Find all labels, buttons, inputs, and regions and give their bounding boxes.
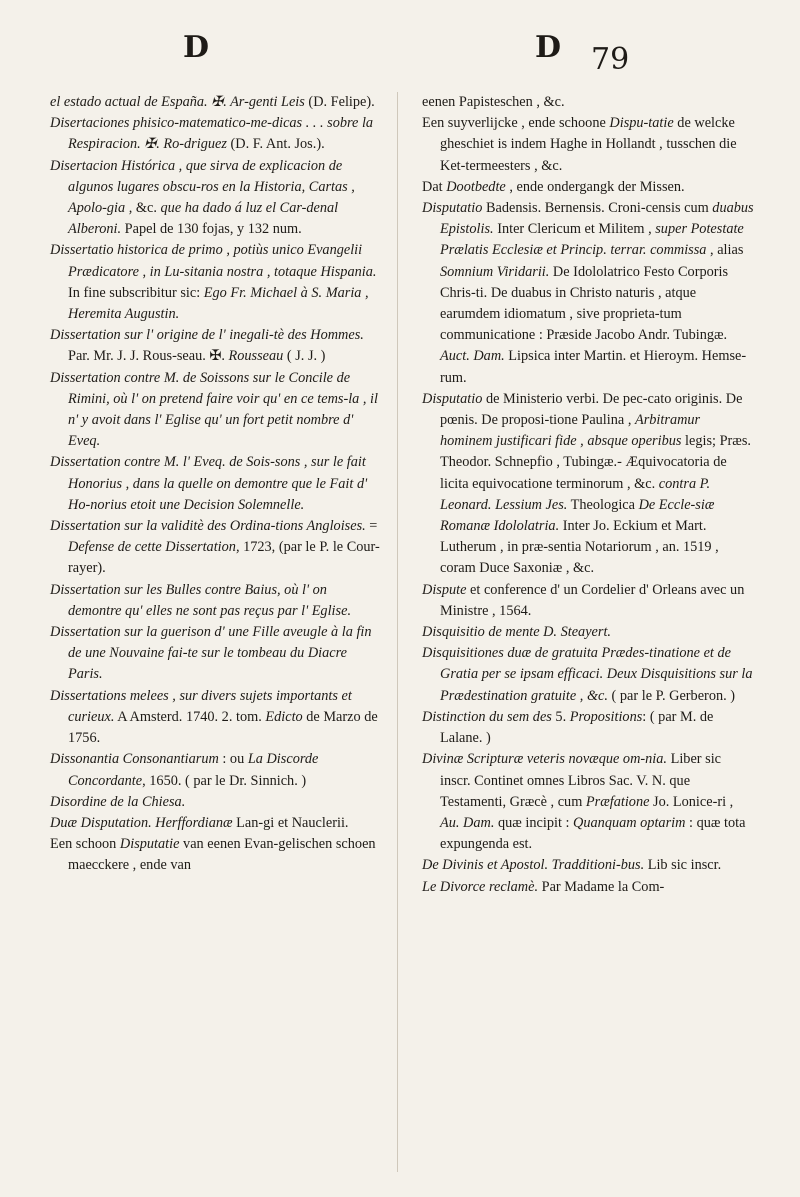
entry-title-text: Dissertation sur les Bulles contre Baius, où l' on demontre qu' elles ne sont pas reçus par l' Eglise. (50, 581, 352, 619)
index-entry (422, 749, 754, 855)
entry-detail-text: de Ministerio verbi. De pec-cato originis. De pœnis. De proposi-tione Paulina , (440, 390, 743, 429)
entry-title-text: Auct. Dam. (440, 348, 505, 365)
entry-title-text: Propositions (569, 708, 643, 725)
index-entry (50, 240, 382, 325)
entry-title-text: Dootbedte (446, 178, 506, 195)
entry-detail-text: (D. Felipe). (304, 94, 375, 110)
entry-detail-text: 5. (551, 708, 570, 725)
index-entry (50, 686, 382, 750)
index-entry (422, 113, 754, 177)
entry-detail-text: , ende ondergangk der Missen. (505, 178, 685, 195)
entry-title-text: Dispute (422, 581, 467, 598)
entry-title-text: Dissertations melees , sur divers sujets importants et curieux. (50, 687, 352, 725)
entry-detail-text: ( par le P. Gerberon. ) (607, 687, 736, 704)
entry-detail-text: : ( par M. de Lalane. ) (440, 708, 714, 747)
entry-title-text: Disputatio (422, 390, 483, 407)
index-entry (422, 177, 754, 198)
entry-title-text: De Eccle-siæ Romanæ Idololatria. (440, 496, 715, 535)
entry-title-text: Divinæ Scripturæ veteris novæque om-nia. (422, 751, 668, 768)
index-entry (422, 622, 754, 643)
entry-title-text: Dissertation contre M. de Soissons sur le Concile de Rimini, où l' on pretend faire voir qu' en ce tems-la , il n' y avoit dans l' Eglise qu' un fort petit nombre d' Eveq. (50, 369, 379, 450)
entry-detail-text: Een schoon (50, 836, 120, 853)
entry-title-text: Defense de cette Dissertation, (68, 539, 240, 556)
index-entry (422, 855, 754, 876)
index-entry (422, 643, 754, 707)
left-column (50, 92, 382, 877)
index-entry (422, 707, 754, 749)
index-entry (50, 156, 382, 241)
entry-title-text: Disquisitiones duæ de gratuita Prædes-tinatione et de Gratia per se ipsam efficaci. Deux Disquisitions sur la Prædestination gratuite , &c. (422, 645, 753, 704)
entry-title-text: Dispu-tatie (609, 115, 674, 132)
entry-detail-text: De Idololatrico Festo Corporis Chris-ti. De duabus in Christo naturis , atque earumdem idiomatum , sive proprieta-tum communicatione : Præside Jacobo Andr. Tubingæ. (440, 263, 729, 344)
entry-title-text: duabus Epistolis. (440, 200, 754, 238)
entry-detail-text: Theologica (567, 496, 639, 513)
entry-detail-text: van eenen Evan-gelischen schoen maecckere , ende van (68, 836, 376, 874)
entry-title-text: contra P. Leonard. Lessium Jes. (440, 475, 711, 513)
entry-detail-text: , 1650. ( par le Dr. Sinnich. ) (142, 772, 307, 789)
index-entry (50, 792, 382, 813)
entry-title-text: Disordine de la Chiesa. (50, 793, 186, 810)
entry-title-text: super Potestate Prælatis Ecclesiæ et Princip. terrar. commissa (440, 221, 744, 259)
right-header-letter: D (535, 30, 563, 65)
entry-title-text: Disertacion Histórica , que sirva de explicacion de algunos lugares obscu-ros en la Historia, Cartas , Apolo-gia , (50, 157, 355, 217)
entry-title-text: Arbitramur hominem justificari fide , absque operibus (440, 412, 701, 450)
entry-detail-text: Dat (422, 178, 447, 195)
index-entry (50, 580, 382, 622)
entry-detail-text: 1723, (par le P. le Cour-rayer). (68, 539, 380, 577)
entry-detail-text: Lipsica inter Martin. et Hieroym. Hemse-rum. (440, 348, 747, 386)
entry-detail-text: de welcke gheschiet is indem Haghe in Hollandt , tusschen die Ket-termeesters , &c. (440, 115, 737, 174)
entry-title-text: Rousseau (228, 348, 284, 365)
entry-detail-text: = (365, 518, 378, 535)
entry-detail-text: quæ incipit : (494, 814, 574, 831)
entry-detail-text: Badensis. Bernensis. Croni-censis cum (482, 200, 713, 217)
entry-detail-text: , alias (706, 242, 744, 259)
entry-detail-text: Lib sic inscr. (644, 857, 722, 874)
entry-title-text: Præfatione (585, 793, 650, 810)
index-entry (50, 813, 382, 834)
entry-title-text: Quanquam optarim (573, 814, 686, 831)
index-entry (422, 389, 754, 580)
entry-title-text: Edicto (265, 708, 303, 725)
entry-title-text: Dissertatio historica de primo , potiùs unico Evangelii Prædicatore , in Lu-sitania nostra , totaque Hispania. (50, 242, 377, 280)
entry-detail-text: legis; Præs. Theodor. Schnepfio , Tubingæ.- Æquivocatoria de licita equivocatione terminorum , &c. (440, 433, 751, 492)
entry-title-text: que ha dado á luz el Car-denal Alberoni. (68, 200, 339, 238)
entry-title-text: La Discorde Concordante (68, 751, 319, 789)
entry-title-text: Disertaciones phisico-matematico-me-dicas . . . sobre la Respiracion. ✠. Ro-driguez (50, 115, 374, 153)
entry-detail-text: Liber sic inscr. Continet omnes Libros Sac. V. N. que Testamenti, Græcè , cum (440, 751, 722, 810)
index-entry (50, 92, 382, 113)
entry-title-text: Duæ Disputation. Herffordianæ (50, 814, 233, 831)
entry-detail-text: (D. F. Ant. Jos.). (226, 136, 325, 153)
entry-detail-text: eenen Papisteschen , &c. (422, 94, 565, 110)
entry-detail-text: Inter Clericum et Militem , (493, 221, 656, 238)
entry-detail-text: : quæ tota expungenda est. (440, 814, 746, 853)
entry-detail-text: Papel de 130 fojas, y 132 num. (121, 221, 302, 238)
entry-title-text: Somnium Viridarii. (440, 263, 550, 280)
entry-detail-text: A Amsterd. 1740. 2. tom. (114, 708, 266, 725)
index-entry (50, 325, 382, 367)
entry-title-text: Ego Fr. Michael à S. Maria , Heremita Augustin. (68, 284, 369, 323)
entry-detail-text: Par Madame la Com- (538, 878, 665, 895)
entry-title-text: Disquisitio de mente D. Steayert. (422, 624, 612, 641)
index-entry (50, 749, 382, 791)
entry-detail-text: : ou (218, 751, 248, 768)
entry-title-text: el estado actual de España. ✠. Ar-genti Leis (50, 94, 305, 110)
index-entry (50, 452, 382, 516)
entry-detail-text: In fine subscribitur sic: (68, 284, 204, 301)
index-entry (50, 622, 382, 686)
entry-title-text: Disputatie (119, 836, 180, 853)
index-entry (50, 368, 382, 453)
entry-title-text: De Divinis et Apostol. Tradditioni-bus. (422, 857, 645, 874)
entry-title-text: Dissertation sur l' origine de l' inegali-tè des Hommes. (50, 327, 364, 344)
entry-title-text: Dissertation sur la validitè des Ordina-tions Angloises. (50, 518, 366, 535)
entry-detail-text: ( J. J. ) (283, 348, 326, 365)
index-entry (422, 580, 754, 622)
index-entry (50, 834, 382, 876)
entry-detail-text: Inter Jo. Eckium et Mart. Lutherum , in præ-sentia Notariorum , an. 1519 , coram Duce Saxoniæ , &c. (440, 518, 719, 577)
entry-detail-text: &c. (135, 200, 161, 217)
entry-title-text: Au. Dam. (440, 814, 495, 831)
page-number: 79 (591, 42, 630, 77)
left-header-letter: D (183, 30, 211, 65)
entry-title-text: Disputatio (422, 200, 483, 217)
entry-title-text: Distinction du sem des (422, 708, 552, 725)
entry-detail-text: Jo. Lonice-ri , (649, 793, 734, 810)
entry-detail-text: et conference d' un Cordelier d' Orleans avec un Ministre , 1564. (440, 581, 745, 619)
index-entry (422, 92, 754, 113)
right-column (422, 92, 754, 898)
entry-title-text: Dissonantia Consonantiarum (50, 751, 219, 768)
index-entry (422, 877, 754, 898)
entry-title-text: Le Divorce reclamè. (422, 878, 539, 895)
index-entry (422, 198, 754, 389)
index-entry (50, 113, 382, 155)
entry-detail-text: Een suyverlijcke , ende schoone (422, 115, 610, 132)
entry-detail-text: Lan-gi et Nauclerii. (232, 814, 349, 831)
index-entry (50, 516, 382, 580)
entry-title-text: Dissertation contre M. l' Eveq. de Sois-sons , sur le fait Honorius , dans la quelle on demontre que le Fait d' Ho-norius etoit une Decision Solemnelle. (50, 454, 368, 513)
entry-detail-text: de Marzo de 1756. (68, 708, 378, 747)
entry-detail-text: Par. Mr. J. J. Rous-seau. ✠. (68, 348, 229, 365)
column-divider (397, 92, 398, 1172)
entry-title-text: Dissertation sur la guerison d' une Fille aveugle à la fin de une Nouvaine fai-te sur le tombeau du Diacre Paris. (50, 624, 372, 683)
